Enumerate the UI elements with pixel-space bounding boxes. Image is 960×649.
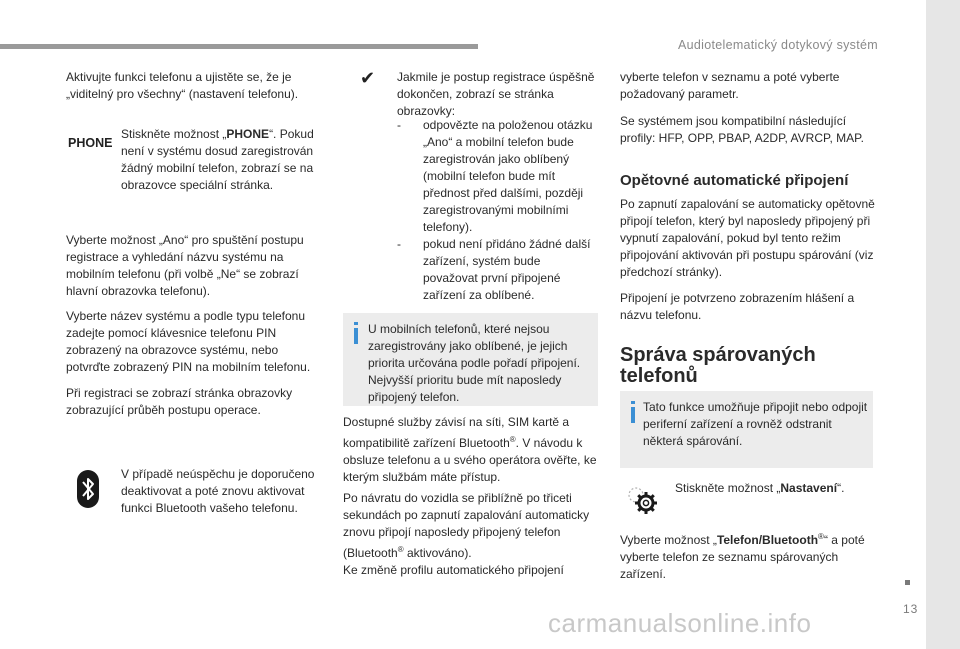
col3-paragraph-2: Se systémem jsou kompatibilní následující profily: HFP, OPP, PBAP, A2DP, AVRCP, MAP. xyxy=(620,114,864,145)
list-item xyxy=(397,117,597,236)
registered-mark: ® xyxy=(397,545,404,554)
heading-manage-paired: Správa spárovaných telefonů xyxy=(620,344,816,387)
bluetooth-note: V případě neúspěchu je doporučeno deaktivovat a poté znovu aktivovat funkci Bluetooth vašeho telefonu. xyxy=(121,467,315,515)
registered-mark: ® xyxy=(818,532,824,541)
settings-step xyxy=(675,480,875,497)
col1-paragraph-1: Aktivujte funkci telefonu a ujistěte se, že je „viditelný pro všechny“ (nastavení telefonu). xyxy=(66,70,299,101)
settings-step-bold: Nastavení xyxy=(780,481,838,495)
col3-paragraph-1: vyberte telefon v seznamu a poté vyberte požadovaný parametr. xyxy=(620,70,840,101)
registered-mark: ® xyxy=(509,435,516,444)
check-icon: ✔ xyxy=(360,68,376,88)
info-icon xyxy=(631,401,635,404)
phone-step-suffix: “. xyxy=(269,127,277,141)
bluetooth-icon xyxy=(77,470,99,508)
list-item xyxy=(397,236,597,304)
info-box xyxy=(620,391,873,468)
col1-paragraph-3: Vyberte název systému a podle typu telefonu zadejte pomocí klávesnice telefonu PIN zobrazený na obrazovce systému, nebo potvrďte zobrazený PIN na mobilním telefonu. xyxy=(66,309,311,374)
services-text-end: . V návodu k obsluze telefonu a u svého operátora ověřte, ke kterým službám máte přístup. xyxy=(343,436,597,484)
reconnect-text: Po návratu do vozidla se přiblížně po třiceti sekundách po zapnutí zapalování automaticky znovu připojí naposledy připojený telefon (Bluetooth xyxy=(343,491,590,560)
col3-paragraph-4: Připojení je potvrzeno zobrazením hlášení a názvu telefonu. xyxy=(620,291,855,322)
col3-paragraph-3: Po zapnutí zapalování se automaticky opětovně připojí telefon, který byl naposledy připojený při vypnutí zapalování, pokud byl tento režim připojování aktivován při postupu spárování (viz předchozí stránky). xyxy=(620,197,875,279)
col3-paragraph-5 xyxy=(620,528,875,583)
page-header-title: Audiotelematický dotykový systém xyxy=(678,38,878,52)
info-box xyxy=(343,313,598,406)
side-strip xyxy=(926,0,960,649)
settings-step-suffix: “. xyxy=(837,481,845,495)
profile-change-text: Ke změně profilu automatického připojení xyxy=(343,563,564,577)
page-marker xyxy=(905,580,910,585)
list-dash: - xyxy=(397,237,401,251)
gear-icon xyxy=(624,483,660,522)
services-text: Dostupné služby závisí na síti, SIM kartě a kompatibilitě zařízení Bluetooth xyxy=(343,415,570,450)
col1-paragraph-2: Vyberte možnost „Ano“ pro spuštění postupu registrace a vyhledání názvu systému na mobilním telefonu (při volbě „Ne“ se zobrazí hlavní obrazovka telefonu). xyxy=(66,233,304,298)
phone-step-rest: Pokud není v systému dosud zaregistrován žádný mobilní telefon, zobrazí se na obrazovce speciální stránka. xyxy=(121,127,314,192)
info-icon xyxy=(354,322,358,325)
col2-paragraph-6 xyxy=(343,490,598,579)
list-item-text: pokud není přidáno žádné další zařízení, systém bude považovat první připojené zařízení za oblíbené. xyxy=(423,237,591,302)
header-bar xyxy=(0,44,478,49)
select-suffix: “ a poté vyberte telefon ze seznamu spárovaných zařízení. xyxy=(620,533,865,581)
settings-step-prefix: Stiskněte možnost „ xyxy=(675,481,781,495)
col2-paragraph-5 xyxy=(343,414,598,486)
phone-step-bold: PHONE xyxy=(226,127,270,141)
result-list xyxy=(397,117,597,304)
info-icon-bar xyxy=(354,328,358,344)
list-dash: - xyxy=(397,118,401,132)
list-item-text: odpovězte na položenou otázku „Ano“ a mobilní telefon bude zaregistrován jako oblíbený (mobilní telefon bude mít přednost před dalšími, později zaregistrovanými mobilními telefony). xyxy=(423,118,593,234)
phone-step-prefix: Stiskněte možnost „ xyxy=(121,127,227,141)
info-text: Tato funkce umožňuje připojit nebo odpojit periferní zařízení a rovněž odstranit některá spárování. xyxy=(643,400,868,448)
heading-auto-reconnect: Opětovné automatické připojení xyxy=(620,172,849,189)
phone-step xyxy=(121,126,321,194)
col1-paragraph-4: Při registraci se zobrazí stránka obrazovky zobrazující průběh postupu operace. xyxy=(66,386,293,417)
select-bold: Telefon/Bluetooth xyxy=(716,533,819,547)
watermark: carmanualsonline.info xyxy=(548,608,812,638)
page-number: 13 xyxy=(903,602,919,616)
phone-label-icon: PHONE xyxy=(68,136,113,150)
select-prefix: Vyberte možnost „ xyxy=(620,533,717,547)
info-text: U mobilních telefonů, které nejsou zaregistrovány jako oblíbené, je jejich priorita určována podle pořadí připojení. Nejvyšší prioritu bude mít naposledy připojený telefon. xyxy=(368,322,581,404)
info-icon-bar xyxy=(631,407,635,423)
check-intro: Jakmile je postup registrace úspěšně dokončen, zobrazí se stránka obrazovky: xyxy=(397,70,595,118)
reconnect-text-end: aktivováno). xyxy=(403,546,472,560)
